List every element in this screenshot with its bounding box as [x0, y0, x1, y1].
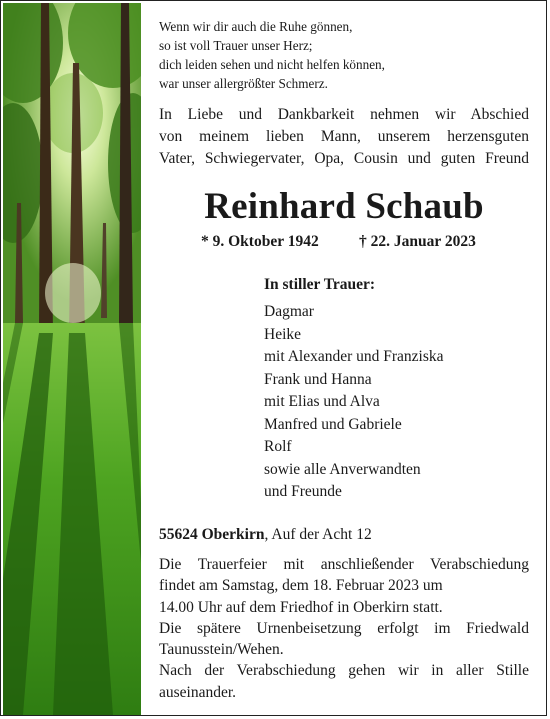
poem — [159, 17, 529, 93]
intro-line: In Liebe und Dankbarkeit nehmen wir Abschied — [159, 106, 529, 123]
poem-line: so ist voll Trauer unser Herz; — [159, 38, 313, 53]
service-line: auseinander. — [159, 683, 237, 701]
mourning-heading: In stiller Trauer: — [264, 276, 376, 293]
address-place: 55624 Oberkirn — [159, 526, 265, 543]
forest-photo — [3, 3, 141, 715]
mourner: Rolf — [264, 438, 292, 455]
service-line: Die spätere Urnenbeisetzung erfolgt im Friedwald — [159, 619, 529, 637]
poem-line: Wenn wir dir auch die Ruhe gönnen, — [159, 19, 353, 34]
intro-line: Vater, Schwiegervater, Opa, Cousin und guten Freund — [159, 150, 529, 167]
mourners-list — [264, 301, 444, 504]
service-line: findet am Samstag, dem 18. Februar 2023 um — [159, 577, 443, 595]
service-line: 14.00 Uhr auf dem Friedhof in Oberkirn statt. — [159, 598, 443, 616]
mourner: Heike — [264, 325, 302, 343]
family-address — [159, 524, 372, 546]
forest-illustration — [3, 3, 141, 715]
mourner: mit Alexander und Franziska — [264, 348, 444, 365]
address-street: , Auf der Acht 12 — [264, 526, 372, 543]
service-line: Die Trauerfeier mit anschließender Verabschiedung — [159, 556, 529, 573]
farewell-intro — [159, 104, 529, 170]
deceased-name: Reinhard Schaub — [204, 186, 484, 227]
death-date: † 22. Januar 2023 — [359, 233, 476, 250]
mourner: Frank und Hanna — [264, 370, 372, 388]
mourner: Dagmar — [264, 303, 314, 320]
service-line: Nach der Verabschiedung gehen wir in aller Stille — [159, 662, 529, 680]
life-dates — [201, 231, 476, 253]
service-line: Taunusstein/Wehen. — [159, 641, 284, 659]
mourner: und Freunde — [264, 483, 342, 500]
service-info — [159, 554, 529, 703]
mourner: Manfred und Gabriele — [264, 415, 402, 433]
mourner: mit Elias und Alva — [264, 393, 380, 410]
intro-line: von meinem lieben Mann, unserem herzensguten — [159, 128, 529, 145]
birth-date: * 9. Oktober 1942 — [201, 233, 319, 250]
mourner: sowie alle Anverwandten — [264, 460, 421, 478]
poem-line: war unser allergrößter Schmerz. — [159, 76, 328, 91]
poem-line: dich leiden sehen und nicht helfen können, — [159, 57, 385, 72]
